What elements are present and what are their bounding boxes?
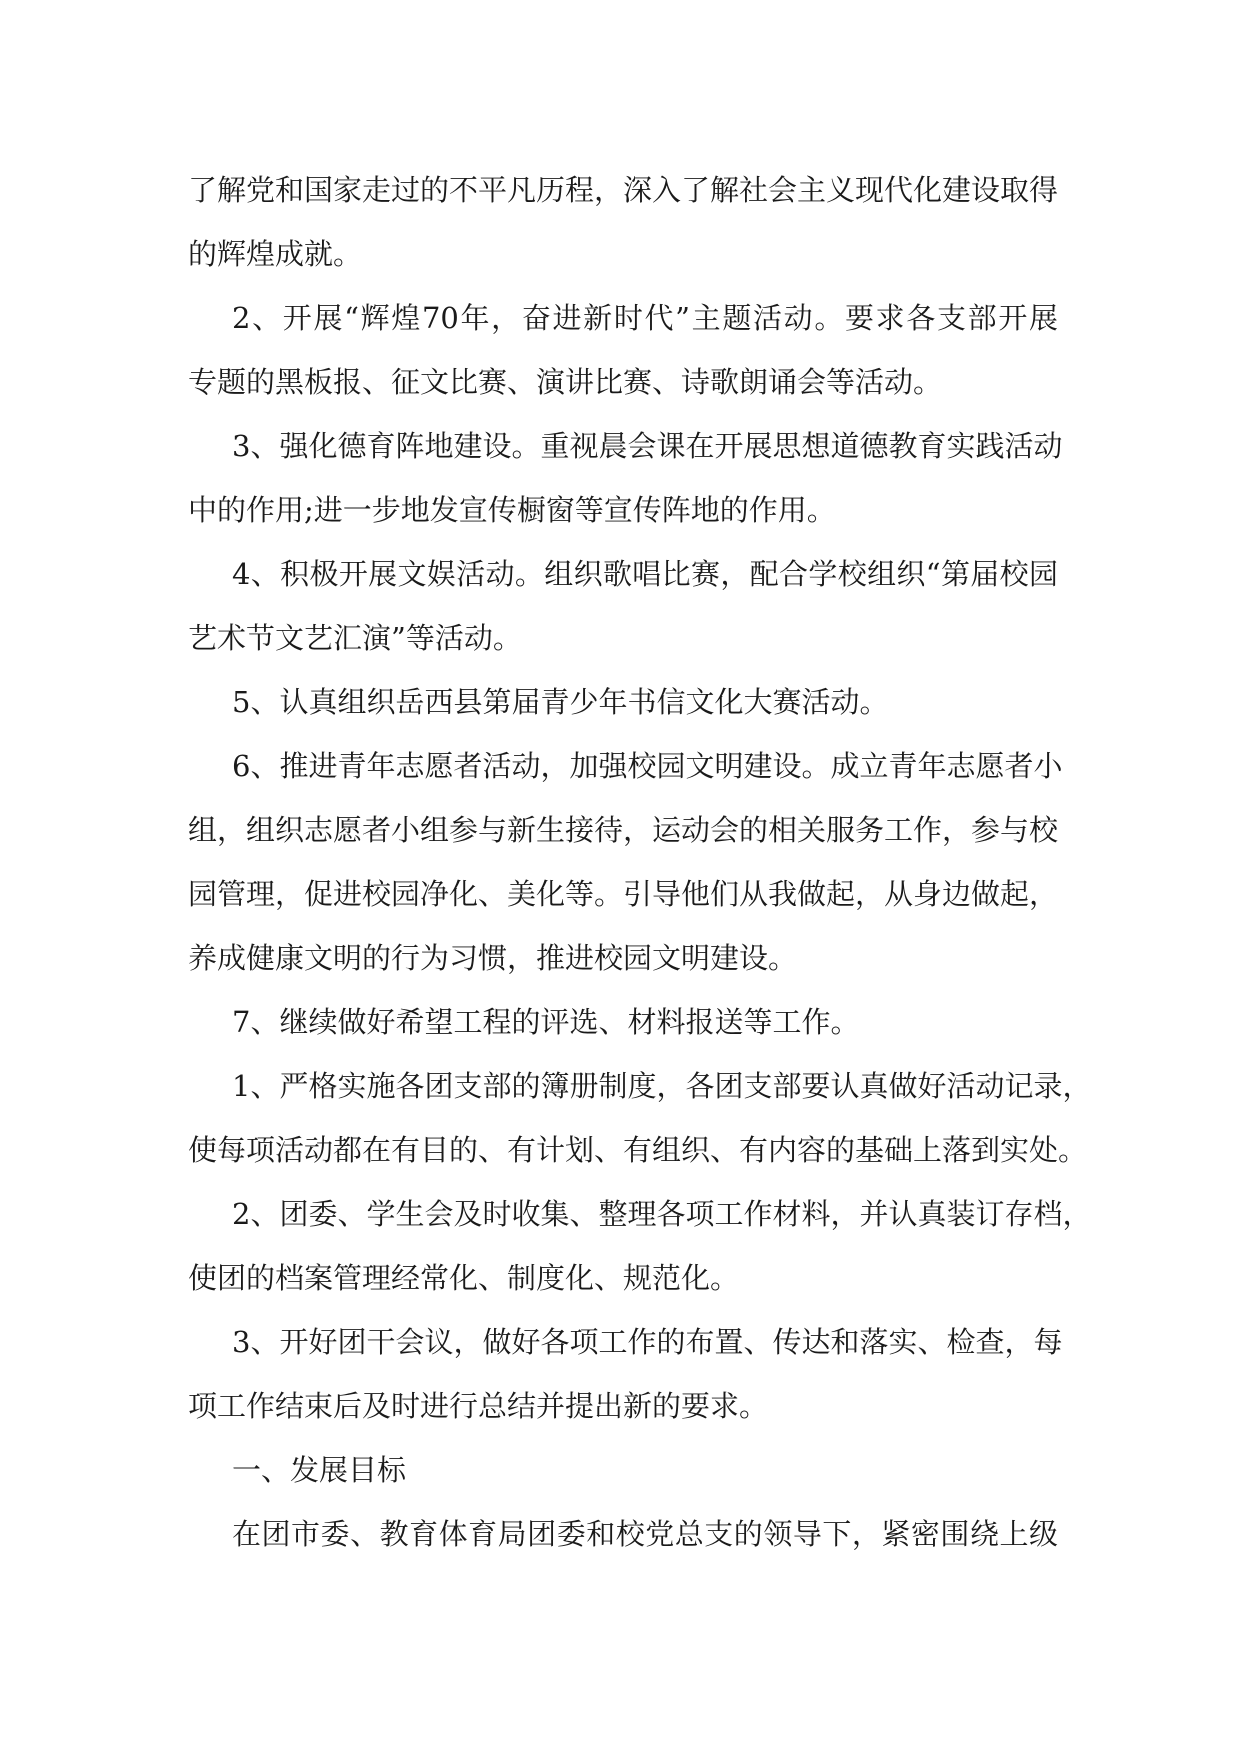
text-line: 在团市委、教育体育局团委和校党总支的领导下，紧密围绕上级	[232, 1517, 1058, 1551]
text-line: 项工作结束后及时进行总结并提出新的要求。	[188, 1389, 769, 1423]
text-line: 6、推进青年志愿者活动，加强校园文明建设。成立青年志愿者小	[232, 749, 1063, 783]
text-line: 3、强化德育阵地建设。重视晨会课在开展思想道德教育实践活动	[232, 429, 1063, 463]
text-line: 使每项活动都在有目的、有计划、有组织、有内容的基础上落到实处。	[188, 1133, 1088, 1167]
document-body	[188, 158, 1092, 1566]
text-line: 2、团委、学生会及时收集、整理各项工作材料，并认真装订存档，	[232, 1197, 1092, 1231]
text-line: 2、开展“辉煌70年，奋进新时代”主题活动。要求各支部开展	[232, 301, 1058, 335]
text-line: 专题的黑板报、征文比赛、演讲比赛、诗歌朗诵会等活动。	[188, 365, 943, 399]
text-line: 组，组织志愿者小组参与新生接待，运动会的相关服务工作，参与校	[188, 813, 1059, 847]
text-line: 3、开好团干会议，做好各项工作的布置、传达和落实、检查，每	[232, 1325, 1063, 1359]
section-heading: 一、发展目标	[232, 1453, 407, 1487]
text-line: 4、积极开展文娱活动。组织歌唱比赛，配合学校组织“第届校园	[232, 557, 1058, 591]
text-line: 艺术节文艺汇演”等活动。	[188, 621, 522, 655]
text-line: 5、认真组织岳西县第届青少年书信文化大赛活动。	[232, 685, 889, 719]
text-line: 的辉煌成就。	[188, 237, 363, 271]
text-line: 1、严格实施各团支部的簿册制度，各团支部要认真做好活动记录，	[232, 1069, 1092, 1103]
text-line: 养成健康文明的行为习惯，推进校园文明建设。	[188, 941, 798, 975]
text-line: 了解党和国家走过的不平凡历程，深入了解社会主义现代化建设取得	[188, 173, 1059, 207]
text-line: 园管理，促进校园净化、美化等。引导他们从我做起，从身边做起，	[188, 877, 1059, 911]
text-line: 使团的档案管理经常化、制度化、规范化。	[188, 1261, 740, 1295]
text-line: 7、继续做好希望工程的评选、材料报送等工作。	[232, 1005, 860, 1039]
text-line: 中的作用;进一步地发宣传橱窗等宣传阵地的作用。	[188, 493, 836, 527]
